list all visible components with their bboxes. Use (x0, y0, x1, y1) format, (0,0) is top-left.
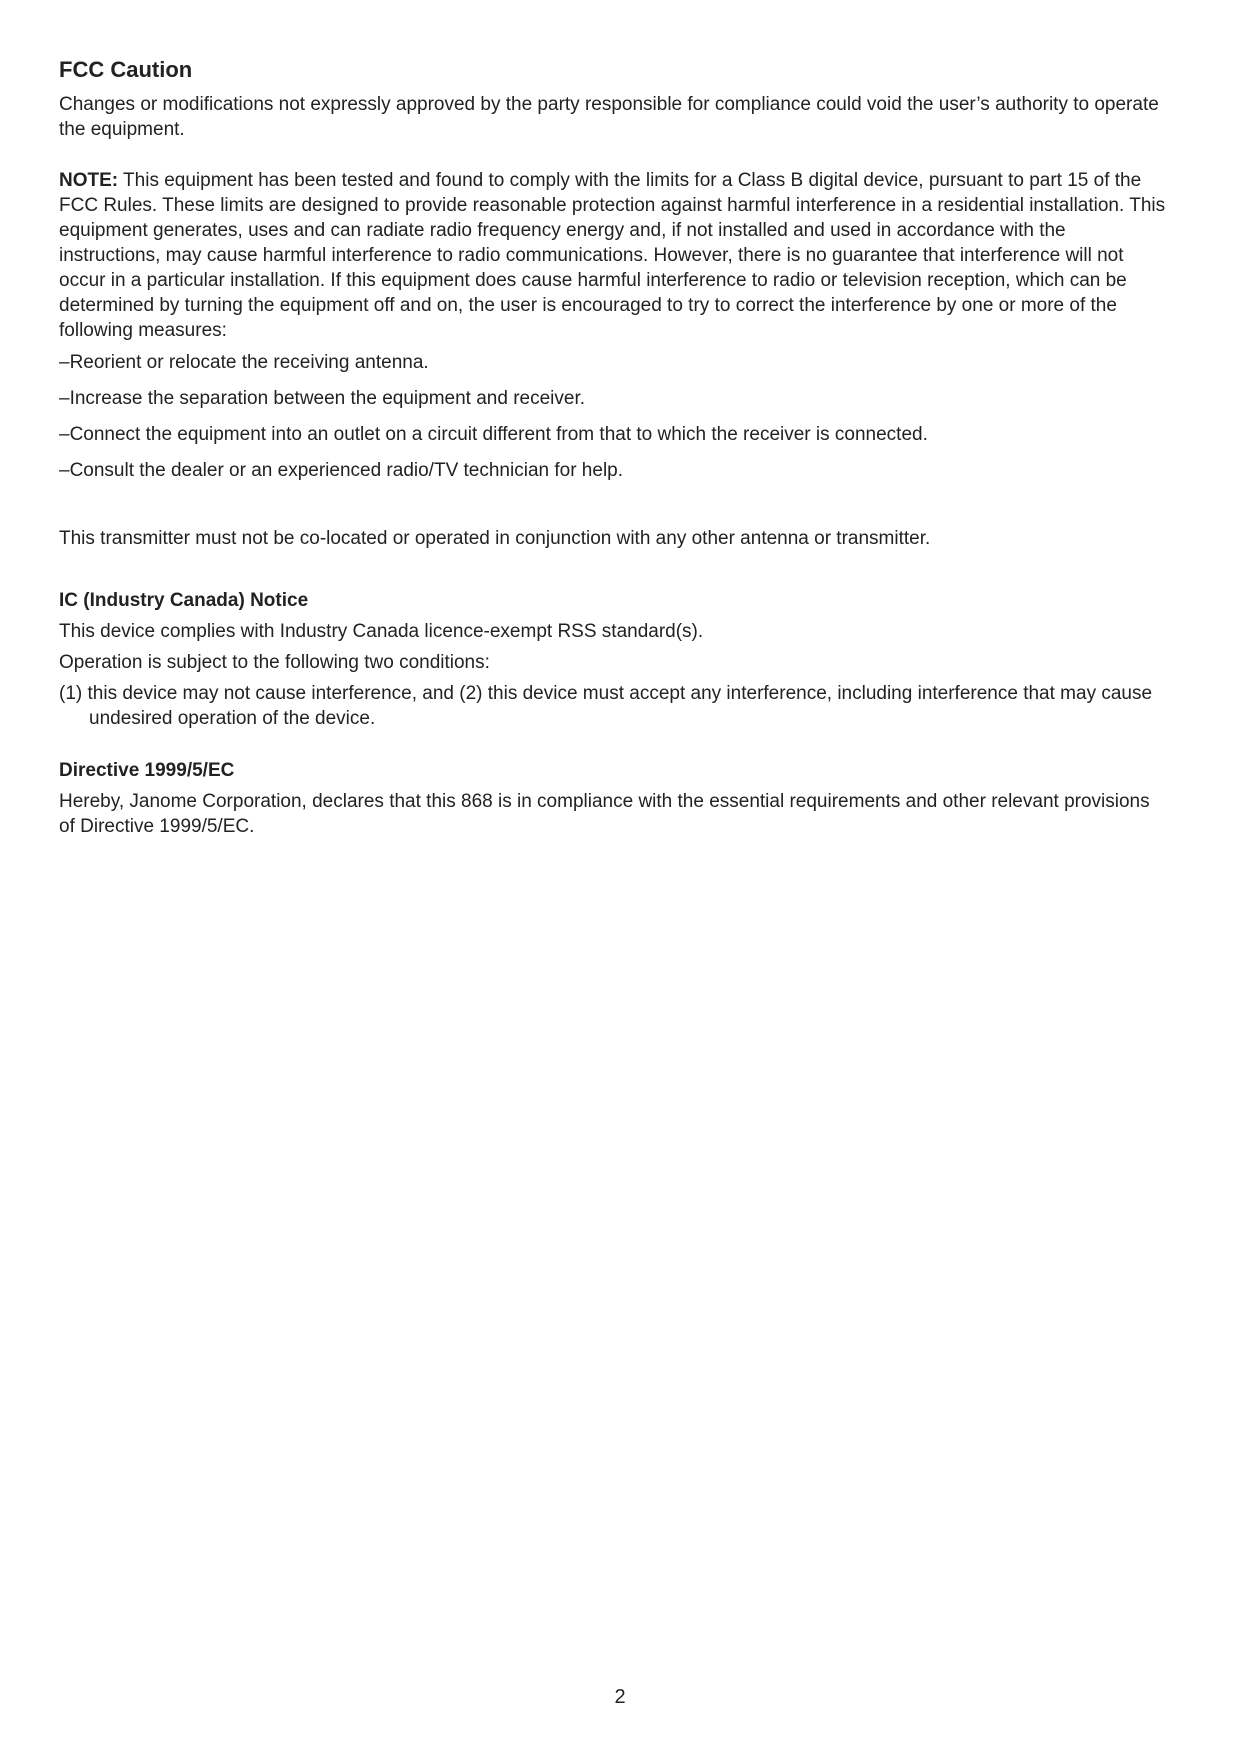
ic-conditions-text: (1) this device may not cause interference, and (2) this device must accept any interference, including interference that may cause undesired operation of the device. (59, 683, 1153, 729)
fcc-note-paragraph (59, 168, 1169, 343)
fcc-caution-text: Changes or modifications not expressly approved by the party responsible for compliance could void the user’s authority to operate the equipment. (59, 94, 1159, 140)
transmitter-notice: This transmitter must not be co-located or operated in conjunction with any other antenna or transmitter. (59, 528, 931, 549)
document-page (59, 54, 1169, 839)
directive-heading: Directive 1999/5/EC (59, 760, 235, 781)
measure-item: –Increase the separation between the equipment and receiver. (59, 388, 586, 409)
measure-item: –Connect the equipment into an outlet on a circuit different from that to which the receiver is connected. (59, 424, 928, 445)
page-number: 2 (614, 1686, 626, 1708)
measure-item: –Reorient or relocate the receiving antenna. (59, 352, 429, 373)
measure-item: –Consult the dealer or an experienced radio/TV technician for help. (59, 460, 624, 481)
note-label: NOTE: (59, 170, 119, 191)
directive-text: Hereby, Janome Corporation, declares that this 868 is in compliance with the essential requirements and other relevant provisions of Directive 1999/5/EC. (59, 791, 1150, 837)
ic-compliance-line: This device complies with Industry Canada licence-exempt RSS standard(s). (59, 621, 704, 642)
fcc-caution-heading: FCC Caution (59, 57, 193, 82)
ic-notice-heading: IC (Industry Canada) Notice (59, 590, 309, 611)
note-text: This equipment has been tested and found to comply with the limits for a Class B digital device, pursuant to part 15 of the FCC Rules. These limits are designed to provide reasonable protection against harmful interference in a residential installation. This equipment generates, uses and can radiate radio frequency energy and, if not installed and used in accordance with the instructions, may cause harmful interference to radio communications. However, there is no guarantee that interference will not occur in a particular installation. If this equipment does cause harmful interference to radio or television reception, which can be determined by turning the equipment off and on, the user is encouraged to try to correct the interference by one or more of the following measures: (59, 170, 1166, 341)
ic-conditions-intro: Operation is subject to the following two conditions: (59, 652, 490, 673)
